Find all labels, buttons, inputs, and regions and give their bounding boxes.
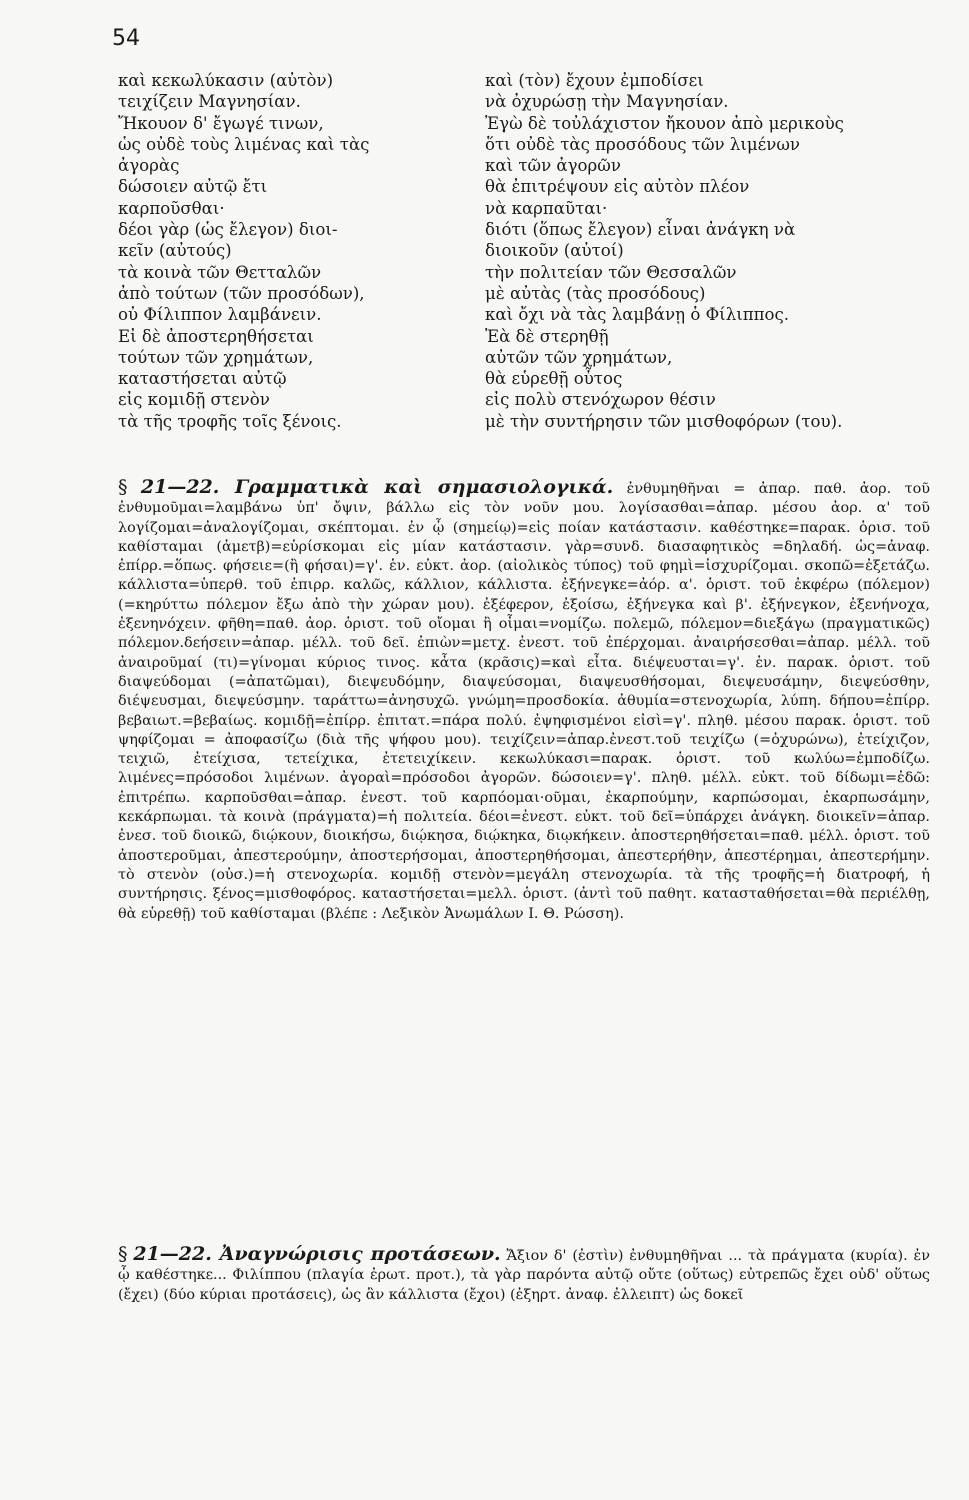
text-line: νὰ καρπαῦται· bbox=[485, 198, 608, 218]
page-number: 54 bbox=[112, 26, 140, 51]
section-body: ἐνθυμηθῆναι = ἀπαρ. παθ. ἀορ. τοῦ ἐνθυμοῦμαι=λαμβάνω ὑπ' ὄψιν, βάλλω εἰς τὸν νοῦν μου. λογίσασθαι=ἀπαρ. μέσου ἀορ. α' τοῦ λογίζομαι=ἀναλογίζομαι, σκέπτομαι. ἐν ᾧ (σημείῳ)=εἰς ποίαν κατάστασιν. καθέστηκε=παρακ. ὁρισ. τοῦ καθίσταμαι (ἀμετβ)=εὑρίσκομαι εἰς μίαν κατάστασιν. γὰρ=συνδ. διασαφητικὸς =δηλαδή. ὡς=ἀναφ. ἐπίρρ.=ὅπως. φήσειε=(ἢ φήσαι)=γ'. ἑν. εὐκτ. ἀορ. (αἰολικὸς τύπος) τοῦ φημὶ=ἰσχυρίζομαι. σκοπῶ=ἐξετάζω. κάλλιστα=ὑπερθ. τοῦ ἐπιρρ. καλῶς, κάλλιον, κάλλιστα. ἐξήνεγκε=ἀόρ. α'. ὁριστ. τοῦ ἐκφέρω (πόλεμον) (=κηρύττω πόλεμον ἔξω ἀπὸ τὴν χώραν μου). ἐξέφερον, ἐξοίσω, ἐξήνεγκα καὶ β'. ἐξήνεγκον, ἐξενήνοχα, ἐξενηνόχειν. φῆθη=παθ. ἀορ. ὁριστ. τοῦ οἴομαι ἢ οἶμαι=νομίζω. πολεμῶ, πόλεμον=διεξάγω (πραγματικῶς) πόλεμον.δεήσειν=ἀπαρ. μέλλ. τοῦ δεῖ. ἐπιὼν=μετχ. ἐνεστ. τοῦ ἐπέρχομαι. ἀναιρήσεσθαι=ἀπαρ. μέλλ. τοῦ ἀναιροῦμαί (τι)=γίνομαι κύριος τινος. κἆτα (κρᾶσις)=καὶ εἶτα. διέψευσται=γ'. ἑν. παρακ. ὁριστ. τοῦ διαψεύδομαι (=ἀπατῶμαι), διεψευδόμην, διαψεύσομαι, διαψευσθήσομαι, διεψευσάμην, διεψεύσθην, διέψευσμαι, διεψεύσμην. ταράττω=ἀνησυχῶ. γνώμη=προσδοκία. ἀθυμία=στενοχωρία, λύπη. δήπου=ἐπίρρ. βεβαιωτ.=βεβαίως. κομιδῇ=ἐπίρρ. ἐπιτατ.=πάρα πολύ. ἐψηφισμένοι εἰσὶ=γ'. πληθ. μέσου παρακ. ὁριστ. τοῦ ψηφίζομαι = ἀποφασίζω (διὰ τῆς ψήφου μου). τειχίζειν=ἀπαρ.ἐνεστ.τοῦ τειχίζω (=ὀχυρώνω), ἐτείχιζον, τειχιῶ, ἐτείχισα, τετείχικα, ἐτετειχίκειν. κεκωλύκασι=παρακ. ὁριστ. τοῦ κωλύω=ἐμποδίζω. λιμένες=πρόσοδοι λιμένων. ἀγοραὶ=πρόσοδοι ἀγορῶν. δώσοιεν=γ'. πληθ. μέλλ. εὐκτ. τοῦ δίδωμι=ἐδῶ: ἐπιτρέπω. καρποῦσθαι=ἀπαρ. ἐνεστ. τοῦ καρπόομαι·οῦμαι, ἐκαρπούμην, καρπώσομαι, ἐκαρπωσάμην, κεκάρπωμαι. τὰ κοινὰ (πράγματα)=ἡ πολιτεία. δέοι=ἐνεστ. εὐκτ. τοῦ δεῖ=ὑπάρχει ἀνάγκη. διοικεῖν=ἀπαρ. ἐνεσ. τοῦ διοικῶ, διῴκουν, διοικήσω, διῴκησα, διῴκηκα, διῳκήκειν. ἀποστερηθήσεται=παθ. μέλλ. ὁριστ. τοῦ ἀποστεροῦμαι, ἀπεστερούμην, ἀποστερήσομαι, ἀποστερηθήσομαι, ἀπεστερήθην, ἀπεστέρημαι, ἀπεστερήμην. τὸ στενὸν (οὐσ.)=ἡ στενοχωρία. κομιδῇ στενὸν=μεγάλη στενοχωρία. τὰ τῆς τροφῆς=ἡ διατροφή, ἡ συντήρησις. ξένος=μισθοφόρος. καταστήσεται=μελλ. ὁριστ. (ἀντὶ τοῦ παθητ. κατασταθήσεται=θὰ περιέλθῃ, θὰ εὑρεθῇ) τοῦ καθίσταμαι (βλέπε : Λεξικὸν Ἀνωμάλων Ι. Θ. Ρώσση). bbox=[118, 481, 930, 922]
text-line: τὴν πολιτείαν τῶν Θεσσαλῶν bbox=[485, 262, 737, 282]
translation-column bbox=[485, 70, 844, 432]
section-heading: 21—22. Γραμματικὰ καὶ σημασιολογικά. bbox=[140, 476, 614, 498]
clause-analysis-section bbox=[118, 1245, 930, 1305]
text-line: τειχίζειν Μαγνησίαν. bbox=[118, 92, 301, 112]
text-line: καὶ τῶν ἀγορῶν bbox=[485, 156, 621, 176]
text-line: τὰ τῆς τροφῆς τοῖς ξένοις. bbox=[118, 411, 342, 431]
text-line: ἀπὸ τούτων (τῶν προσόδων), bbox=[118, 283, 365, 303]
text-line: Εἰ δὲ ἀποστερηθήσεται bbox=[118, 326, 314, 346]
text-line: εἰς πολὺ στενόχωρον θέσιν bbox=[485, 390, 716, 410]
greek-text-column bbox=[118, 70, 369, 432]
text-line: Ἐγὼ δὲ τοὐλάχιστον ἤκουον ἀπὸ μερικοὺς bbox=[485, 113, 844, 133]
text-line: ὅτι οὐδὲ τὰς προσόδους τῶν λιμένων bbox=[485, 134, 800, 154]
text-line: Ἤκουον δ' ἔγωγέ τινων, bbox=[118, 113, 324, 133]
text-line: καὶ κεκωλύκασιν (αὐτὸν) bbox=[118, 71, 334, 90]
text-line: καταστήσεται αὐτῷ bbox=[118, 369, 287, 389]
text-line: καὶ (τὸν) ἔχουν ἐμποδίσει bbox=[485, 71, 704, 90]
text-line: δέοι γὰρ (ὡς ἔλεγον) διοι- bbox=[118, 220, 338, 240]
text-line: δώσοιεν αὐτῷ ἔτι bbox=[118, 177, 268, 197]
text-line: τούτων τῶν χρημάτων, bbox=[118, 347, 314, 367]
section-body: Ἄξιον δ' (ἐστὶν) ἐνθυμηθῆναι ... τὰ πράγματα (κυρία). ἐν ᾧ καθέστηκε... Φιλίππου (πλαγία ἐρωτ. προτ.), τὰ γὰρ παρόντα αὐτῷ οὔτε (οὕτως) εὐτρεπῶς ἔχει οὐδ' οὕτως (ἔχει) (δύο κύριαι προτάσεις), ὡς ἂν κάλλιστα (ἔχοι) (ἐξηρτ. ἀναφ. ἐλλειπτ) ὡς δοκεῖ bbox=[118, 1248, 930, 1303]
text-line: καρποῦσθαι· bbox=[118, 198, 225, 218]
text-line: ὡς οὐδὲ τοὺς λιμένας καὶ τὰς bbox=[118, 134, 370, 154]
text-line: εἰς κομιδῇ στενὸν bbox=[118, 390, 270, 410]
section-sign: § bbox=[118, 476, 128, 498]
text-line: θὰ εὑρεθῇ οὗτος bbox=[485, 369, 623, 389]
text-line: μὲ αὐτὰς (τὰς προσόδους) bbox=[485, 283, 706, 303]
text-line: νὰ ὀχυρώσῃ τὴν Μαγνησίαν. bbox=[485, 92, 729, 112]
text-line: ἀγορὰς bbox=[118, 156, 180, 176]
text-line: αὐτῶν τῶν χρημάτων, bbox=[485, 347, 673, 367]
text-line: οὐ Φίλιππον λαμβάνειν. bbox=[118, 305, 322, 325]
text-line: κεῖν (αὐτούς) bbox=[118, 241, 232, 261]
section-heading: 21—22. Ἀναγνώρισις προτάσεων. bbox=[133, 1243, 501, 1265]
text-line: καὶ ὄχι νὰ τὰς λαμβάνῃ ὁ Φίλιππος. bbox=[485, 305, 790, 325]
text-line: διότι (ὅπως ἔλεγον) εἶναι ἀνάγκη νὰ bbox=[485, 220, 796, 240]
section-sign: § bbox=[118, 1243, 128, 1265]
text-line: μὲ τὴν συντήρησιν τῶν μισθοφόρων (του). bbox=[485, 411, 843, 431]
text-line: Ἐὰ δὲ στερηθῇ bbox=[485, 326, 609, 346]
text-line: θὰ ἐπιτρέψουν εἰς αὐτὸν πλέον bbox=[485, 177, 750, 197]
grammar-section bbox=[118, 478, 930, 924]
text-line: τὰ κοινὰ τῶν Θετταλῶν bbox=[118, 262, 322, 282]
text-line: διοικοῦν (αὐτοί) bbox=[485, 241, 624, 261]
